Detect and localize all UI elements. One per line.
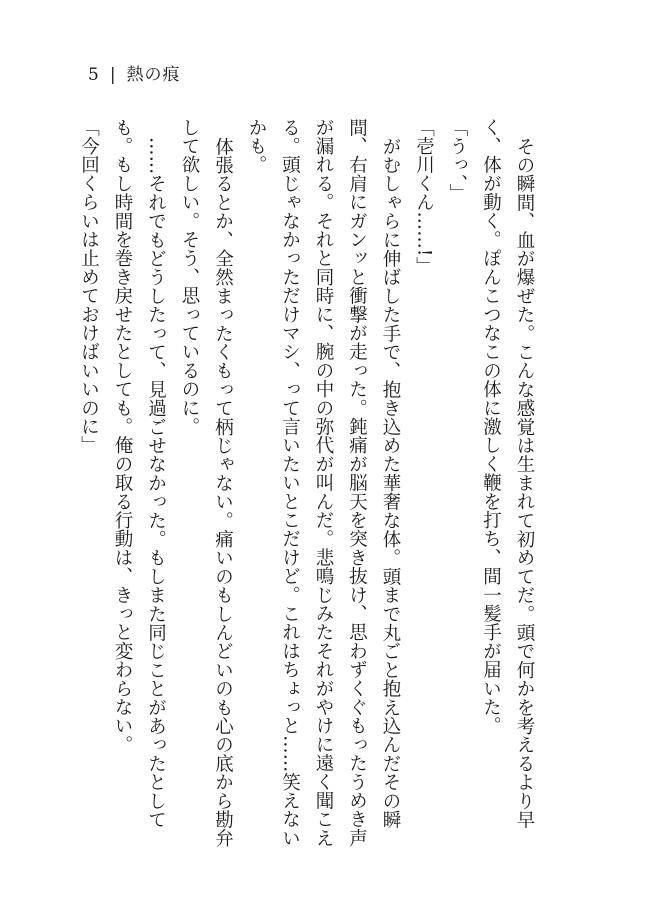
- running-header: [88, 60, 181, 85]
- dialogue-line: 「壱川くん……!」: [413, 118, 435, 276]
- dialogue-line: 「今回くらいは止めておけばいいのに」: [78, 118, 100, 455]
- chapter-title: 熱の痕: [126, 65, 181, 85]
- body-text: [78, 118, 541, 848]
- header-separator: |: [109, 65, 117, 85]
- dialogue-line: 「うっ、」: [447, 118, 468, 203]
- paragraph: その瞬間、血が爆ぜた。こんな感覚は生まれて初めてだ。頭で何かを考えるより早く、体が動く。ぽんこつなこの体に激しく鞭を打ち、間一髪手が届いた。: [480, 118, 535, 829]
- page-number: 5: [88, 65, 100, 85]
- paragraph: ……それでもどうしたって、見過ごせなかった。もしまた同じことがあったとしても。もし時間を巻き戻せたとしても。俺の取る行動は、きっと変わらない。: [112, 118, 167, 829]
- paragraph: 体張るとか、全然まったくもって柄じゃない。痛いのもしんどいのも心の底から勘弁して欲しい。そう、思っているのに。: [179, 118, 234, 848]
- paragraph: がむしゃらに伸ばした手で、抱き込めた華奢な体。頭まで丸ごと抱え込んだその瞬間、右肩にガンッと衝撃が走った。鈍痛が脳天を突き抜け、思わずくぐもったうめき声が漏れる。それと同時に、腕の中の弥代が叫んだ。悲鳴じみたそれがやけに遠く聞こえる。頭じゃなかっただけマシ、って言いたいとこだけど。これはちょっと……笑えないかも。: [246, 118, 401, 848]
